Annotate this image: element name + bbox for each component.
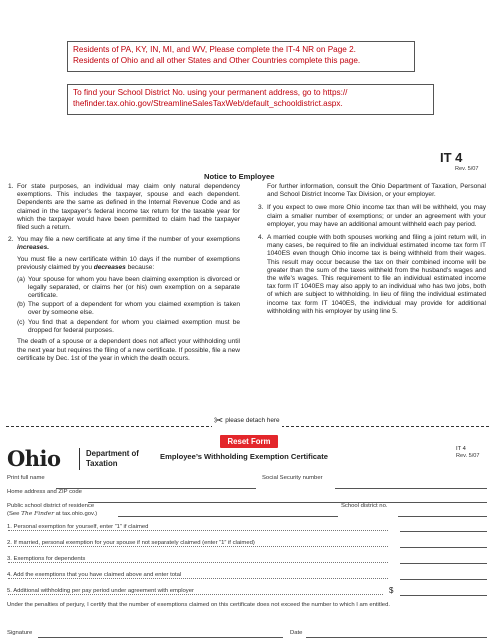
name-label: Print full name xyxy=(7,475,45,481)
dollar-sign: $ xyxy=(389,586,394,595)
logo-divider xyxy=(79,448,80,470)
reset-form-button[interactable]: Reset Form xyxy=(220,435,278,448)
perjury-statement: Under the penalties of perjury, I certify that the number of exemptions claimed on this certificate does not exceed the number to which I am entitled. xyxy=(7,602,390,608)
residency-notice-box xyxy=(67,41,415,72)
scissors-icon: ✂ xyxy=(214,415,224,427)
ohio-logo: Ohio xyxy=(7,446,61,471)
school-district-notice-box xyxy=(67,84,434,115)
notice-item-3: 3. If you expect to owe more Ohio income tax than will be withheld, you may claim a smaller number of exemptions; or under an agreement with your employer, you may have an additional amount withheld each pay period. xyxy=(258,204,486,228)
notice-item-1: 1. For state purposes, an individual may claim only natural dependency exemptions. This includes the taxpayer, spouse and each dependent. Dependents are the same as defined in the Internal Revenue Code and as claimed in the taxpayer’s federal income tax return for the taxable year for which the taxpayer would have been permitted to claim had the taxpayer filed such a return. xyxy=(8,183,240,232)
certificate-title: Employee’s Withholding Exemption Certificate xyxy=(160,452,329,461)
notice-title: Notice to Employee xyxy=(204,172,275,181)
form-id-small: IT 4 xyxy=(456,446,466,452)
date-label: Date xyxy=(290,630,303,636)
line5-leader xyxy=(8,594,383,595)
form-id: IT 4 xyxy=(440,150,463,165)
line4-leader xyxy=(8,578,388,579)
school-district-no-field[interactable] xyxy=(398,510,487,517)
school-district-notice-link[interactable]: thefinder.tax.ohio.gov/StreamlineSalesTaxWeb/default_schooldistrict.aspx. xyxy=(73,99,343,108)
line5-field[interactable] xyxy=(400,588,487,596)
notice-sub-a: (a) Your spouse for whom you have been claiming exemption is divorced or legally separated, or claims her (or his) own exemption on a separate certificate. xyxy=(17,275,240,299)
notice-death-para: The death of a spouse or a dependent does not affect your withholding until the next year but requires the filing of a new certificate. If possible, file a new certificate by Dec. 1st of the year in which the death occurs. xyxy=(17,338,240,362)
notice-item-4: 4. A married couple with both spouses working and filing a joint return will, in many cases, be required to file an individual estimated income tax form IT 1040ES even though Ohio income tax is being withheld from their wages. This result may occur because the tax on their combined income will be greater than the sum of the taxes withheld from the husband’s wages and the wife’s wages. This requirement to file an individual estimated income tax form IT 1040ES may also apply to an individual who has two jobs, both of which are subject to withholding. In lieu of filing the individual estimated income tax form IT 1040ES, the individual may provide for additional withholding with his employer by using line 5. xyxy=(258,234,486,315)
notice-info: For further information, consult the Ohio Department of Taxation, Personal and School District Income Tax Division, or your employer. xyxy=(267,183,486,199)
signature-label: Signature xyxy=(7,630,33,636)
address-field[interactable] xyxy=(88,496,487,503)
line1-label: 1. Personal exemption for yourself, enter “1” if claimed xyxy=(7,524,149,530)
line5-label: 5. Additional withholding per pay period under agreement with employer xyxy=(7,588,194,594)
department-line1: Department of xyxy=(86,449,139,458)
line2-label: 2. If married, personal exemption for your spouse if not separately claimed (enter “1” if claimed) xyxy=(7,540,255,546)
ssn-label: Social Security number xyxy=(262,475,323,481)
notice-decrease-para: You must file a new certificate within 10 days if the number of exemptions previously claimed by you decreases because: xyxy=(17,255,240,271)
notice-left-column xyxy=(8,183,240,367)
detach-text: please detach here xyxy=(225,417,280,424)
residency-notice-line2: Residents of Ohio and all other States and Other Countries complete this page. xyxy=(73,56,361,65)
school-district-no-label: School district no. xyxy=(341,503,388,509)
line2-field[interactable] xyxy=(400,540,487,548)
date-field[interactable] xyxy=(306,632,487,638)
notice-sub-b: (b) The support of a dependent for whom you claimed exemption is taken over by someone else. xyxy=(17,301,240,317)
line3-label: 3. Exemptions for dependents xyxy=(7,556,86,562)
line1-field[interactable] xyxy=(400,524,487,532)
residency-notice-line1: Residents of PA, KY, IN, MI, and WV, Please complete the IT-4 NR on Page 2. xyxy=(73,45,356,54)
revision-date-small: Rev. 5/07 xyxy=(456,453,480,459)
revision-date: Rev. 5/07 xyxy=(455,166,479,172)
detach-label xyxy=(212,414,282,427)
department-line2: Taxation xyxy=(86,458,118,468)
address-label: Home address and ZIP code xyxy=(7,489,82,495)
school-finder-note: (See The Finder at tax.ohio.gov.) xyxy=(7,511,98,517)
line4-field[interactable] xyxy=(400,572,487,580)
line3-leader xyxy=(8,562,388,563)
ssn-field[interactable] xyxy=(335,482,487,489)
notice-sub-c: (c) You find that a dependent for whom you claimed exemption must be dropped for federal purposes. xyxy=(17,318,240,334)
school-district-label: Public school district of residence xyxy=(7,503,95,509)
signature-field[interactable] xyxy=(38,632,283,638)
school-district-notice-line1: To find your School District No. using your permanent address, go to https:// xyxy=(73,88,348,97)
notice-right-column xyxy=(258,183,486,320)
school-district-field[interactable] xyxy=(118,510,338,517)
name-field[interactable] xyxy=(56,482,256,489)
notice-item-2: 2. You may file a new certificate at any time if the number of your exemptions increases. xyxy=(8,235,240,251)
line4-label: 4. Add the exemptions that you have claimed above and enter total xyxy=(7,572,182,578)
department-name xyxy=(86,449,139,468)
line2-leader xyxy=(8,546,388,547)
line3-field[interactable] xyxy=(400,556,487,564)
line1-leader xyxy=(8,530,388,531)
